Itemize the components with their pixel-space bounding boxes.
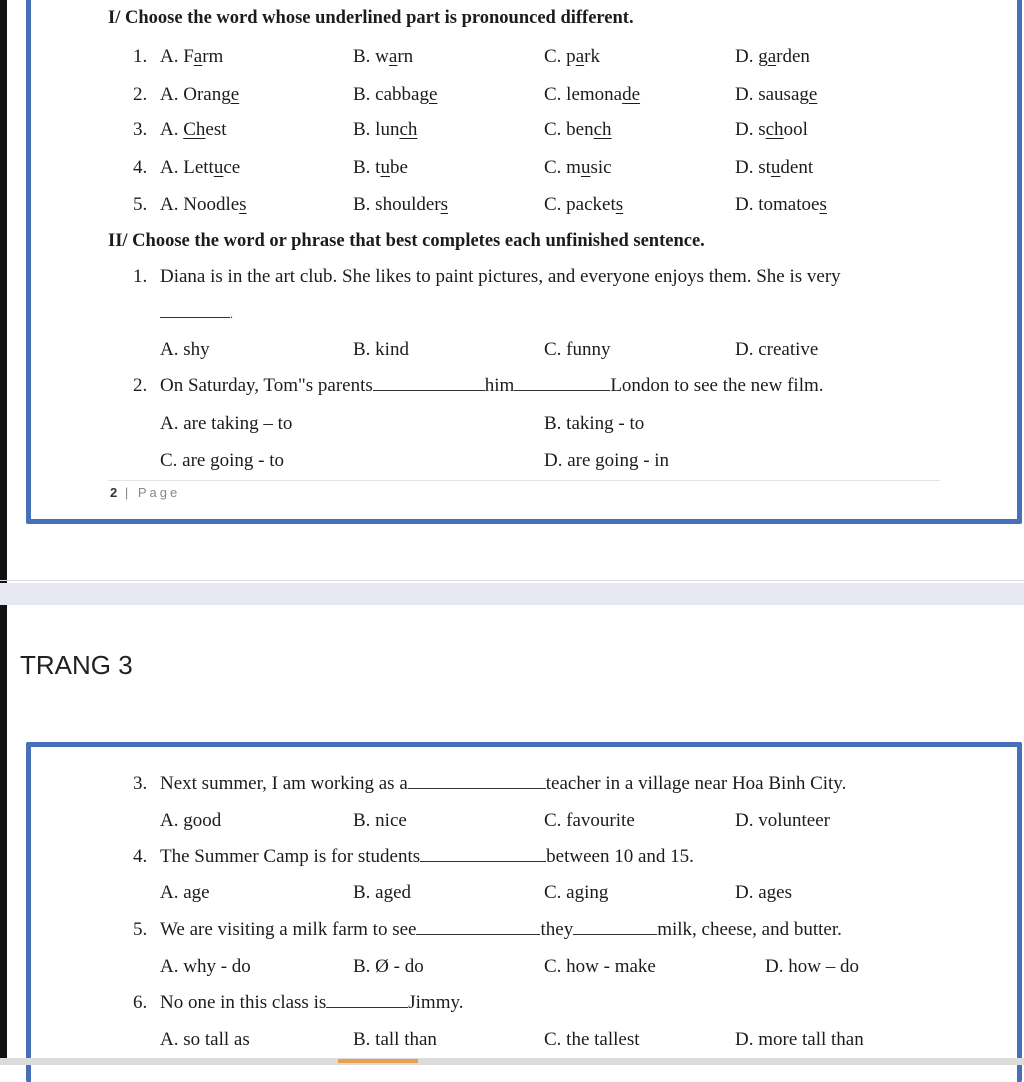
option-b: B. cabbage [353,84,438,105]
option-d: D. more tall than [735,1029,864,1050]
question-number: 5. [133,919,148,940]
option-c: C. packets [544,194,624,215]
question-text: Diana is in the art club. She likes to paint pictures, and everyone enjoys them. She is very [160,266,841,287]
option-d: D. ages [735,882,792,903]
question-text: No one in this class is Jimmy. [160,992,464,1013]
section-1-heading: I/ Choose the word whose underlined part is pronounced different. [108,8,634,28]
option-b: B. shoulders [353,194,449,215]
option-d: D. garden [735,46,810,67]
option-c: C. the tallest [544,1029,640,1050]
option-d: D. sausage [735,84,818,105]
option-b: B. tube [353,157,408,178]
bottom-scroll-strip [0,1058,1024,1065]
option-a: A. good [160,810,222,831]
page-label: TRANG 3 [20,650,133,680]
option-d: D. student [735,157,814,178]
option-d: D. creative [735,339,819,360]
option-c: C. funny [544,339,611,360]
option-a: A. age [160,882,210,903]
question-text: We are visiting a milk farm to see they milk, cheese, and butter. [160,919,842,940]
option-c: C. lemonade [544,84,641,105]
page-2-frame [26,0,1022,524]
question-text: Next summer, I am working as a teacher in a village near Hoa Binh City. [160,773,847,794]
option-a: A. are taking – to [160,413,293,434]
question-text: On Saturday, Tom"s parents him London to see the new film. [160,375,824,396]
option-c: C. park [544,46,600,67]
option-d: D. volunteer [735,810,830,831]
option-d: D. school [735,119,808,140]
footer-divider [108,480,940,481]
option-a: A. Farm [160,46,224,67]
option-b: B. taking - to [544,413,645,434]
question-number: 3. [133,119,148,140]
option-c: C. favourite [544,810,635,831]
option-a: A. Orange [160,84,240,105]
question-number: 3. [133,773,148,794]
question-number: 1. [133,46,148,67]
option-b: B. tall than [353,1029,437,1050]
question-number: 2. [133,84,148,105]
option-d: D. are going - in [544,450,670,471]
option-a: A. shy [160,339,210,360]
option-b: B. warn [353,46,414,67]
option-a: A. so tall as [160,1029,250,1050]
option-c: C. aging [544,882,609,903]
page-gap-line [0,580,1024,581]
option-a: A. Chest [160,119,227,140]
option-a: A. why - do [160,956,251,977]
page-footer: 2 | Page [110,485,181,500]
answer-blank: . [160,302,233,324]
option-d: D. tomatoes [735,194,827,215]
option-a: A. Lettuce [160,157,241,178]
question-text: The Summer Camp is for students between 10 and 15. [160,846,694,867]
question-number: 2. [133,375,148,396]
section-2-heading: II/ Choose the word or phrase that best completes each unfinished sentence. [108,231,705,251]
option-c: C. music [544,157,612,178]
option-a: A. Noodles [160,194,247,215]
option-b: B. lunch [353,119,418,140]
page-gap-band [0,583,1024,605]
question-number: 4. [133,846,148,867]
question-number: 6. [133,992,148,1013]
option-c: C. bench [544,119,612,140]
option-b: B. Ø - do [353,956,424,977]
option-b: B. kind [353,339,409,360]
bottom-accent-bar [338,1059,418,1063]
question-number: 4. [133,157,148,178]
question-number: 5. [133,194,148,215]
option-b: B. aged [353,882,412,903]
option-d: D. how – do [765,956,859,977]
question-number: 1. [133,266,148,287]
screen-left-edge [0,0,7,1065]
option-c: C. are going - to [160,450,285,471]
option-c: C. how - make [544,956,656,977]
option-b: B. nice [353,810,407,831]
